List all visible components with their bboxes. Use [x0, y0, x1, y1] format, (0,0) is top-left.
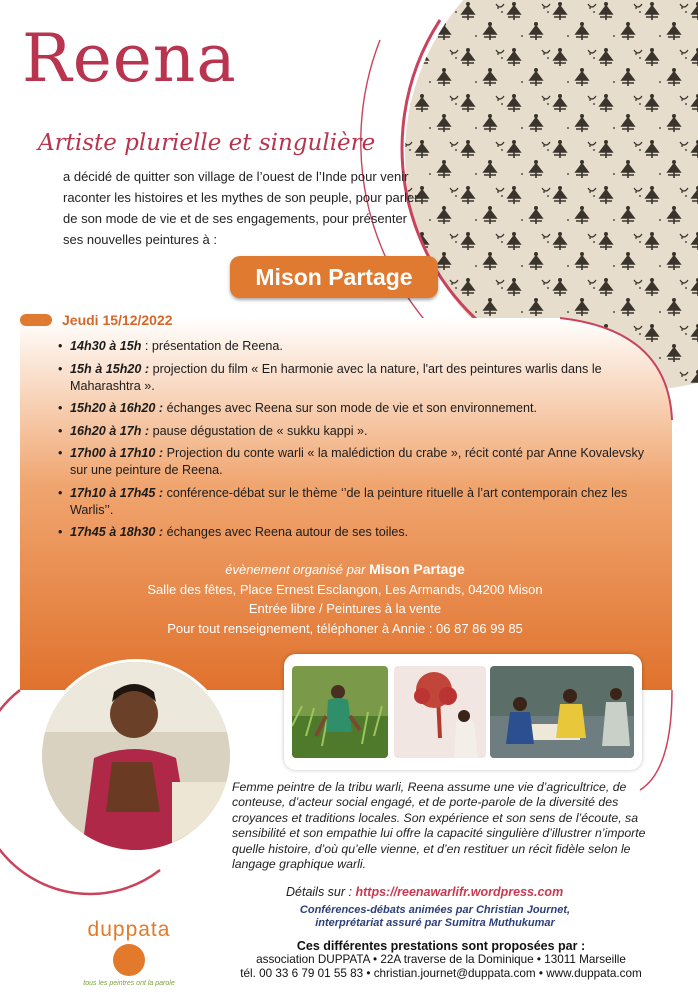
portrait-photo	[42, 662, 230, 850]
schedule-time: 16h20 à 17h :	[70, 423, 150, 438]
footer	[226, 939, 656, 982]
schedule-text: échanges avec Reena autour de ses toiles.	[163, 525, 409, 539]
credits-line: Conférences-débats animées par Christian Journet,	[299, 904, 571, 916]
photo-strip	[284, 654, 642, 770]
venue-badge: Mison Partage	[230, 256, 438, 298]
bullet-icon: •	[58, 446, 63, 460]
intro-text: a décidé de quitter son village de l’ouest de l’Inde pour venir raconter les histoires et les mythes de son peuple, pour parler de son mode de vie et de ses engagements, pour présenter ses nouvelles peintures à :	[63, 169, 419, 247]
organizer-contact: Pour tout renseignement, téléphoner à Annie : 06 87 86 99 85	[167, 620, 523, 636]
footer-address: association DUPPATA • 22A traverse de la Dominique • 13011 Marseille	[256, 953, 626, 967]
photo-workshop	[490, 666, 634, 758]
schedule-text: Projection du conte warli « la malédiction du crabe », récit conté par Anne Kovalevsky sur une peinture de Reena.	[70, 446, 645, 477]
credits	[270, 904, 600, 930]
schedule-time: 15h à 15h20 :	[70, 361, 150, 376]
duppata-logo	[74, 918, 184, 996]
organizer-line	[130, 560, 560, 580]
schedule-list	[56, 338, 646, 547]
bullet-icon: •	[58, 485, 63, 500]
event-date: Jeudi 15/12/2022	[62, 312, 173, 328]
schedule-item	[56, 423, 646, 440]
page-title: Reena	[22, 20, 237, 97]
schedule-time: 17h10 à 17h45 :	[70, 485, 164, 500]
photo-rice-field	[292, 666, 388, 758]
organizer-entry: Entrée libre / Peintures à la vente	[248, 601, 442, 616]
organizer-address: Salle des fêtes, Place Ernest Esclangon, Les Armands, 04200 Mison	[147, 581, 543, 597]
schedule-item	[56, 445, 646, 479]
bullet-icon: •	[58, 423, 63, 438]
details-link[interactable]: https://reenawarlifr.wordpress.com	[355, 885, 564, 899]
details-line	[286, 885, 563, 899]
bullet-icon: •	[58, 361, 63, 376]
schedule-time: 17h45 à 18h30 :	[70, 525, 164, 539]
logo-tagline: tous les peintres ont la parole	[83, 980, 175, 987]
schedule-item	[56, 361, 646, 395]
details-label: Détails sur :	[286, 885, 352, 899]
schedule-item	[56, 400, 646, 417]
page-subtitle: Artiste plurielle et singulière	[38, 130, 376, 156]
schedule-text: pause dégustation de « sukku kappi ».	[149, 423, 368, 438]
credits-line: interprétariat assuré par Sumitra Muthukumar	[315, 917, 555, 929]
bullet-icon: •	[58, 401, 63, 415]
photo-tree-painting	[394, 666, 486, 758]
bullet-icon: •	[58, 339, 63, 353]
bio-text: Femme peintre de la tribu warli, Reena assume une vie d’agricultrice, de conteuse, d’acteur social engagé, et de porte-parole de la diversité des croyances et traditions locales. Son expérience et son sens de l’écoute, sa sensibilité et son empathie lui offre la capacité singulière d’illustrer n’importe quelle histoire, d’où qu’elle vienne, et d’en restituer un récit fidèle selon le langage graphique warli.	[232, 780, 646, 872]
bullet-icon: •	[58, 525, 63, 539]
schedule-item	[56, 524, 646, 541]
footer-heading: Ces différentes prestations sont proposées par :	[296, 939, 586, 953]
logo-emblem-icon	[113, 944, 145, 976]
schedule-time: 15h20 à 16h20 :	[70, 401, 164, 415]
schedule-time: 17h00 à 17h10 :	[70, 446, 164, 460]
organizer-block	[130, 560, 560, 638]
schedule-text: : présentation de Reena.	[141, 339, 283, 353]
schedule-item	[56, 338, 646, 355]
organizer-prefix: évènement organisé par	[225, 562, 366, 577]
schedule-time: 14h30 à 15h	[70, 339, 142, 353]
schedule-item	[56, 485, 646, 519]
organizer-name: Mison Partage	[369, 561, 465, 577]
date-tab-marker	[20, 314, 52, 326]
schedule-text: conférence-débat sur le thème ‘’de la peinture rituelle à l’art contemporain chez les Warlis’’.	[70, 485, 628, 517]
logo-name: duppata	[87, 918, 171, 941]
schedule-text: projection du film « En harmonie avec la nature, l'art des peintures warlis dans le Maharashtra ».	[70, 361, 602, 393]
schedule-text: échanges avec Reena sur son mode de vie et son environnement.	[163, 401, 537, 415]
footer-contact: tél. 00 33 6 79 01 55 83 • christian.journet@duppata.com • www.duppata.com	[240, 967, 642, 981]
